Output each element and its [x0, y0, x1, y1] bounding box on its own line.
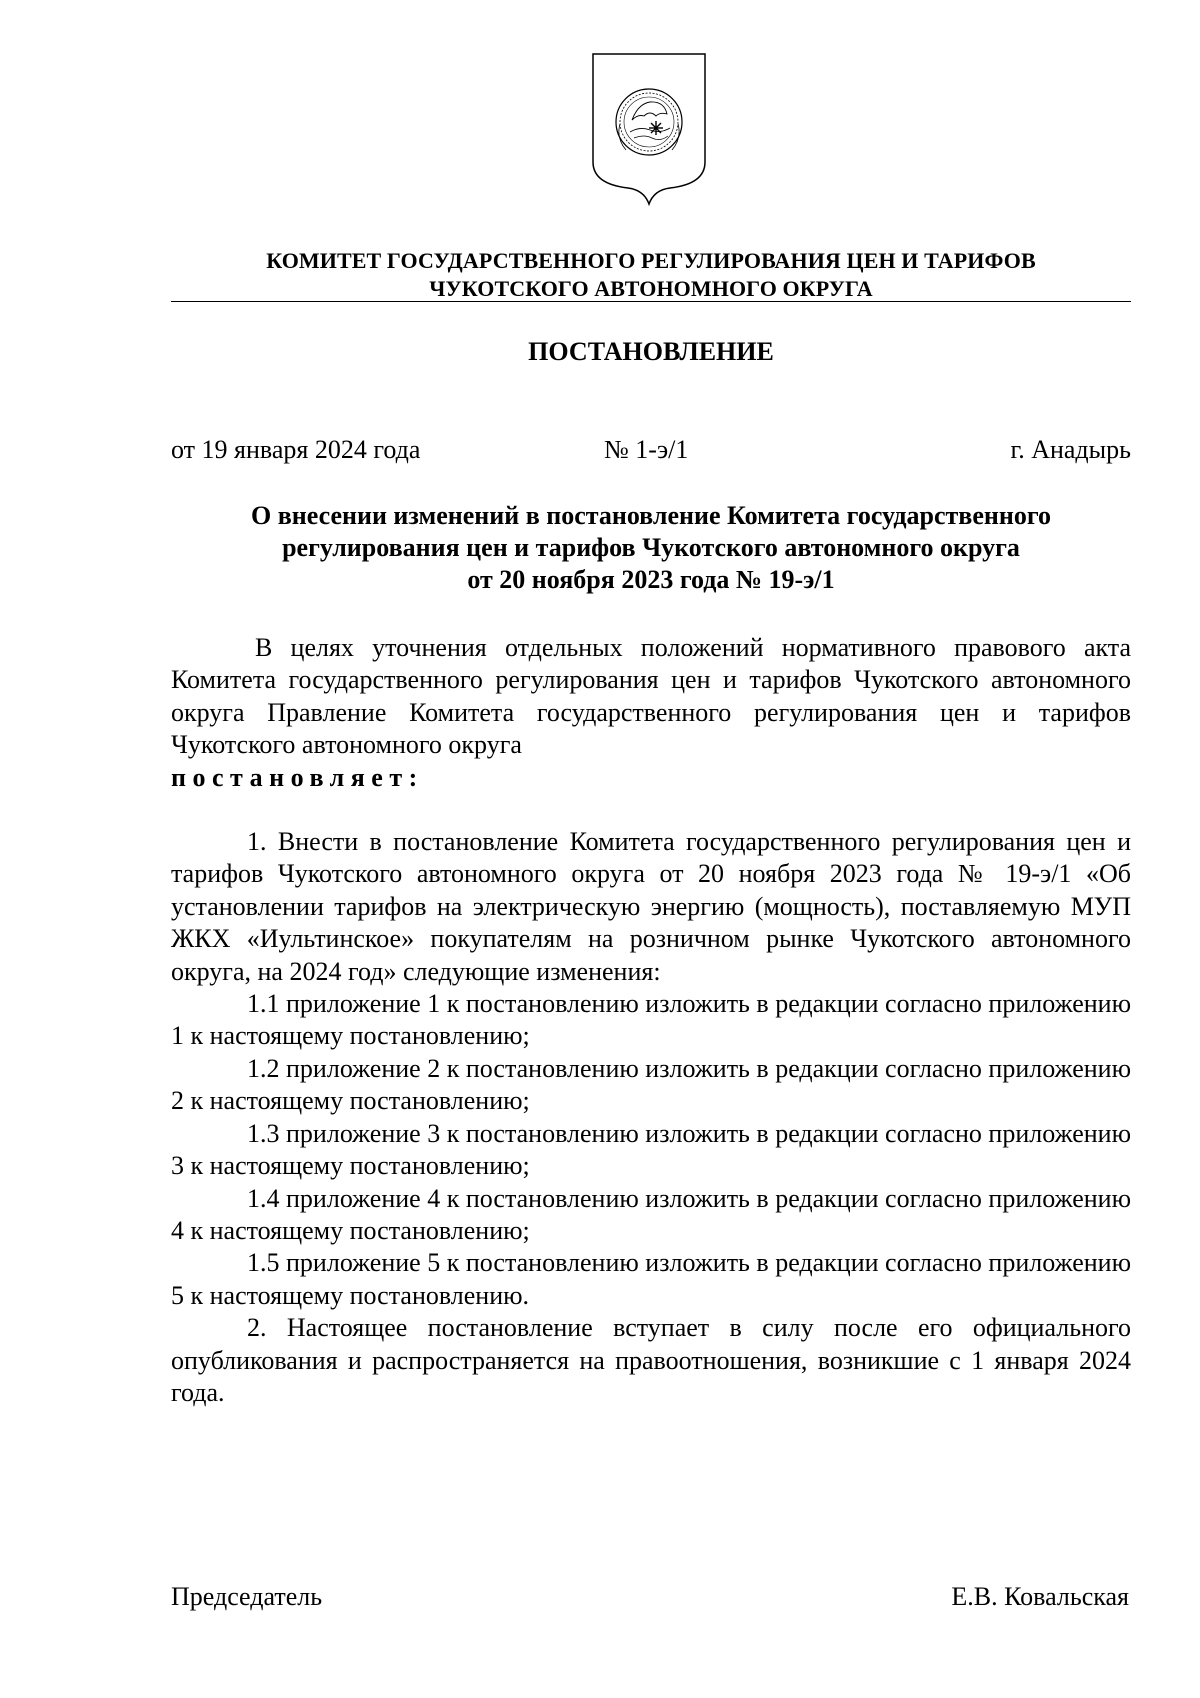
item-1-paragraph: 1. Внести в постановление Комитета государственного регулирования цен и тарифов Чукотского автономного округа от 20 ноября 2023 года № 19-э/1 «Об установлении тарифов на электрическую энергию (мощность), поставляемую МУП ЖКХ «Иультинское» покупателям на розничном рынке Чукотского автономного округа, на 2024 год» следующие изменения: — [171, 827, 1131, 986]
signatory-name: Е.В. Ковальская — [951, 1582, 1129, 1611]
subject-line-3: от 20 ноября 2023 года № 19-э/1 — [467, 565, 835, 594]
signatory-role: Председатель — [171, 1582, 323, 1611]
item-2-paragraph: 2. Настоящее постановление вступает в силу после его официального опубликования и распространяется на правоотношения, возникшие с 1 января 2024 года. — [171, 1313, 1131, 1407]
subitem-1-4: 1.4 приложение 4 к постановлению изложить в редакции согласно приложению 4 к настоящему постановлению; — [171, 1183, 1131, 1245]
subitem-1-2: 1.2 приложение 2 к постановлению изложить в редакции согласно приложению 2 к настоящему постановлению; — [171, 1053, 1131, 1116]
chukotka-coat-of-arms-icon — [590, 52, 708, 207]
subitem-1-1: 1.1 приложение 1 к постановлению изложить в редакции согласно приложению 1 к настоящему постановлению; — [171, 989, 1131, 1051]
document-city: г. Анадырь — [1010, 435, 1131, 464]
decree-word: постановляет: — [171, 762, 424, 792]
issuing-authority — [171, 247, 1131, 303]
document-body — [171, 632, 1131, 1409]
document-number: № 1-э/1 — [604, 435, 689, 464]
signature-block — [171, 1580, 1129, 1614]
document-date: от 19 января 2024 года — [171, 435, 421, 464]
intro-paragraph: В целях уточнения отдельных положений нормативного правового акта Комитета государственного регулирования цен и тарифов Чукотского автономного округа Правление Комитета государственного регулирования цен и тарифов Чукотского автономного округа — [171, 633, 1131, 760]
paragraph-spacer — [171, 794, 1131, 826]
authority-line-1: КОМИТЕТ ГОСУДАРСТВЕННОГО РЕГУЛИРОВАНИЯ ЦЕН И ТАРИФОВ — [266, 248, 1036, 273]
document-subject — [171, 500, 1131, 596]
subject-line-2: регулирования цен и тарифов Чукотского автономного округа — [282, 533, 1020, 562]
document-type: ПОСТАНОВЛЕНИЕ — [528, 337, 774, 366]
document-meta — [171, 433, 1131, 467]
authority-line-2: ЧУКОТСКОГО АВТОНОМНОГО ОКРУГА — [429, 276, 873, 301]
header-divider — [171, 301, 1131, 302]
subject-line-1: О внесении изменений в постановление Комитета государственного — [250, 501, 1052, 530]
subitem-1-5: 1.5 приложение 5 к постановлению изложить в редакции согласно приложению 5 к настоящему постановлению. — [171, 1248, 1131, 1310]
subitem-1-3: 1.3 приложение 3 к постановлению изложить в редакции согласно приложению 3 к настоящему постановлению; — [171, 1118, 1131, 1181]
